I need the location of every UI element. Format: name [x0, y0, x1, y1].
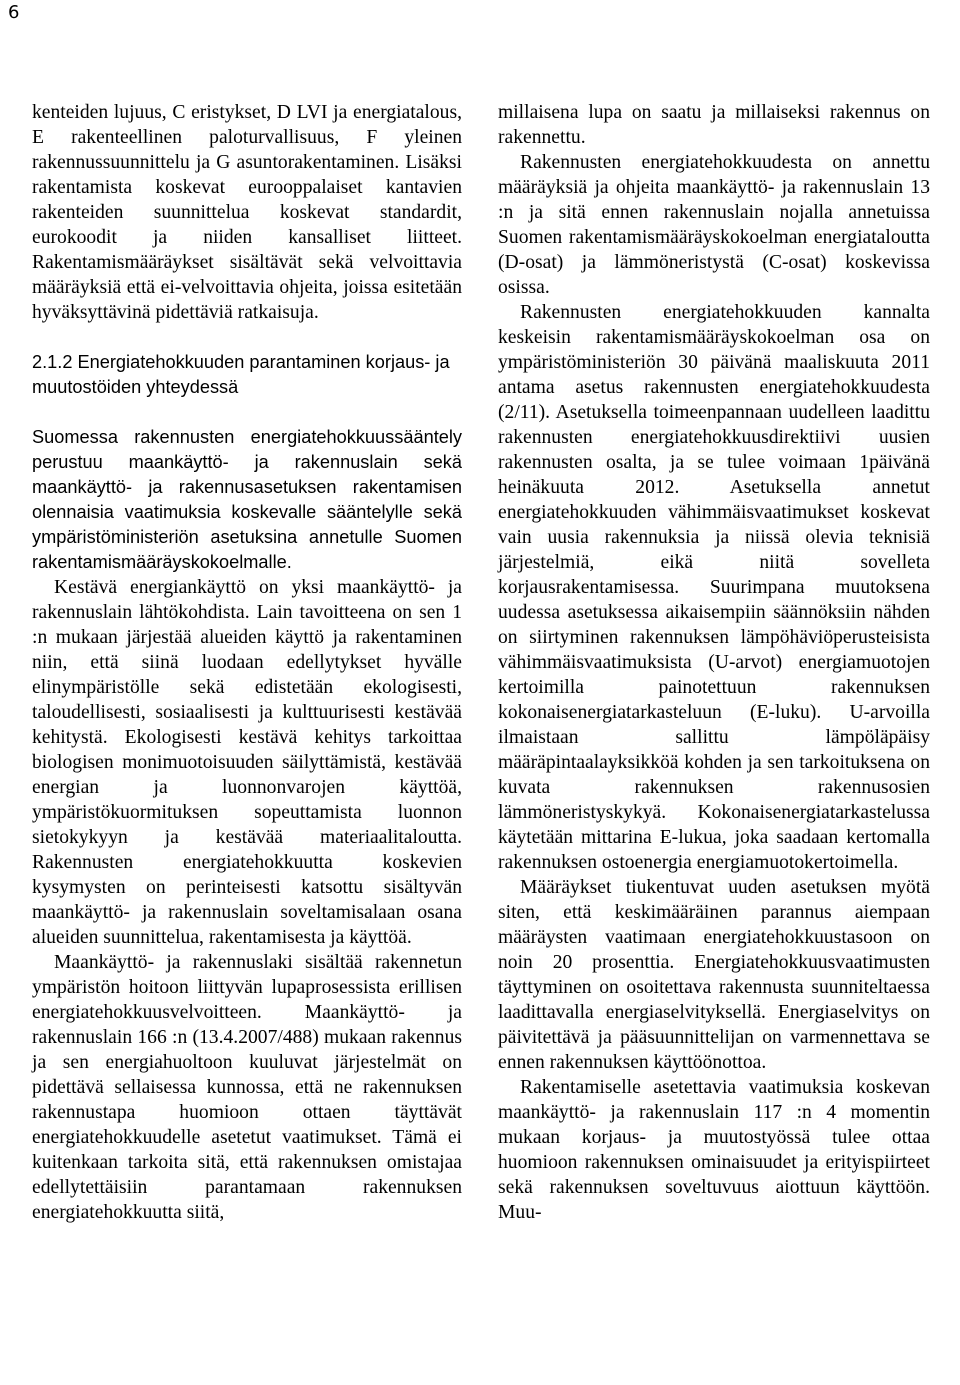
- left-paragraph-4: Maankäyttö- ja rakennuslaki sisältää rakennetun ympäristön hoitoon liittyvän lupaprosessista erillisen energiatehokkuusvelvoitteen. Maankäyttö- ja rakennuslain 166 :n (13.4.2007/488) mukaan rakennus ja sen energiahuoltoon kuuluvat järjestelmät on pidettävä sellaisessa kunnossa, että ne rakennuksen rakennustapa huomioon ottaen täyttävät energiatehokkuudelle asetetut vaatimukset. Tämä ei kuitenkaan tarkoita sitä, että rakennuksen omistajaa edellytettäisiin parantamaan rakennuksen energiatehokkuutta siitä,: [32, 952, 462, 1223]
- page-number: 6: [8, 2, 20, 23]
- left-paragraph-2: Suomessa rakennusten energiatehokkuussääntely perustuu maankäyttö- ja rakennuslain sekä maankäyttö- ja rakennusasetuksen rakentamisen olennaisia vaatimuksia koskevalle sääntelylle sekä ympäristöministeriön asetuksina annetulle Suomen rakentamismääräyskokoelmalle.: [32, 427, 462, 572]
- right-paragraph-1: millaisena lupa on saatu ja millaiseksi rakennus on rakennettu.: [498, 102, 930, 148]
- left-column: [32, 100, 462, 1225]
- left-paragraph-1: kenteiden lujuus, C eristykset, D LVI ja energiatalous, E rakenteellinen paloturvallisuus, F yleinen rakennussuunnittelu ja G asuntorakentaminen. Lisäksi rakentamista koskevat eurooppalaiset kantavien rakenteiden suunnittelua koskevat standardit, eurokoodit ja niiden kansalliset liitteet. Rakentamismääräykset sisältävät sekä velvoittavia määräyksiä että ei-velvoittavia ohjeita, joissa esitetään hyväksyttävinä pidettäviä ratkaisuja.: [32, 102, 462, 323]
- left-paragraph-3: Kestävä energiankäyttö on yksi maankäyttö- ja rakennuslain lähtökohdista. Lain tavoitteena on sen 1 :n mukaan järjestää alueiden käyttö ja rakentaminen niin, että siinä luodaan edellytykset hyvälle elinympäristölle sekä edistetään ekologisesti, taloudellisesti, sosiaalisesti ja kulttuurisesti kestävää kehitystä. Ekologisesti kestävä kehitys tarkoittaa biologisen monimuotoisuuden säilyttämistä, kestävää energian ja luonnonvarojen käyttöä, ympäristökuormituksen sopeuttamista luonnon sietokykyyn ja kestävää materiaalitaloutta. Rakennusten energiatehokkuutta koskevien kysymysten on perinteisesti katsottu sisältyvän maankäyttö- ja rakennuslain soveltamisalaan osana alueiden suunnittelua, rakentamisesta ja käyttöä.: [32, 577, 462, 948]
- right-column: [498, 100, 930, 1225]
- right-paragraph-5: Rakentamiselle asetettavia vaatimuksia koskevan maankäyttö- ja rakennuslain 117 :n 4 momentin mukaan korjaus- ja muutostyössä tulee ottaa huomioon rakennuksen ominaisuudet ja erityispiirteet sekä rakennuksen soveltuvuus aiottuun käyttöön. Muu-: [498, 1077, 930, 1223]
- right-paragraph-2: Rakennusten energiatehokkuudesta on annettu määräyksiä ja ohjeita maankäyttö- ja rakennuslain 13 :n ja sitä ennen rakennuslain nojalla annetuissa Suomen rakentamismääräyskokoelman energiataloutta (D-osat) ja lämmöneristystä (C-osat) koskevissa osissa.: [498, 152, 930, 298]
- section-heading: 2.1.2 Energiatehokkuuden parantaminen korjaus- ja muutostöiden yhteydessä: [32, 352, 450, 397]
- right-paragraph-3: Rakennusten energiatehokkuuden kannalta keskeisin rakentamismääräyskokoelman osa on ympäristöministeriön 30 päivänä maaliskuuta 2011 antama asetus rakennusten energiatehokkuudesta (2/11). Asetuksella toimeenpannaan uudelleen laadittu rakennusten energiatehokkuusdirektiivi uusien rakennusten osalta, ja se tulee voimaan 1päivänä heinäkuuta 2012. Asetuksella annetut energiatehokkuuden vähimmäisvaatimukset koskevat vain uusia rakennuksia ja niissä olevia teknisiä järjestelmiä, eikä niitä sovelleta korjausrakentamisessa. Suurimpana muutoksena uudessa asetuksessa aikaisempiin säännöksiin nähden on siirtyminen rakennuksen lämpöhäviöperusteisista vähimmäisvaatimuksista (U-arvot) energiamuotojen kertoimilla painotettuun rakennuksen kokonaisenergiatarkasteluun (E-luku). U-arvoilla ilmaistaan sallittu lämpöläpäisy määräpintaalayksikköä kohden ja sen tarkoituksena on kuvata rakennuksen rakennusosien lämmöneristyskykyä. Kokonaisenergiatarkastelussa käytetään mittarina E-lukua, joka saadaan kertomalla rakennuksen ostoenergia energiamuotokertoimella.: [498, 302, 930, 873]
- right-paragraph-4: Määräykset tiukentuvat uuden asetuksen myötä siten, että keskimääräinen parannus aiempaan määräysten vaatimaan energiatehokkuustasoon on noin 20 prosenttia. Energiatehokkuusvaatimusten täyttyminen on osoitettava rakennusta suunniteltaessa laadittavalla energiaselvityksellä. Energiaselvitys on päivitettävä ja pääsuunnittelijan on varmennettava se ennen rakennuksen käyttöönottoa.: [498, 877, 930, 1073]
